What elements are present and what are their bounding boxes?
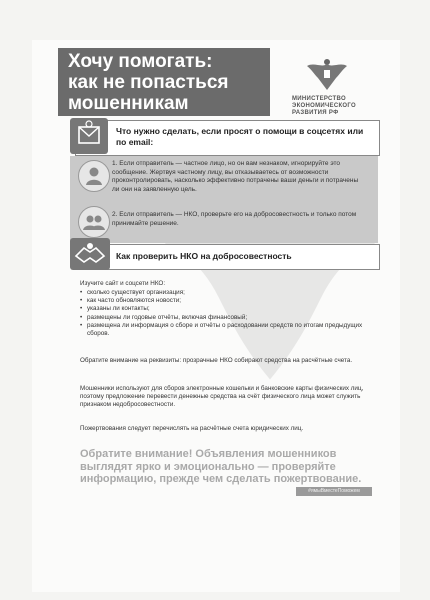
nko-intro: Изучите сайт и соцсети НКО: xyxy=(80,280,166,287)
person-icon xyxy=(78,160,110,192)
requisites-note: Обратите внимание на реквизиты: прозрачные НКО собирают средства на расчётные счета. xyxy=(80,357,353,364)
fraud-note: Мошенники используют для сборов электронные кошельки и банковские карты физических лиц, поэтому предложение перевести денежные средства на счёт физического лица может служить признаком недобросовестности. xyxy=(80,385,364,409)
advice-item-2: 2. Если отправитель — НКО, проверьте его на добросовестность и только потом принимайте решение. xyxy=(112,211,357,227)
donation-note: Пожертвования следует перечислять на расчётные счета юридических лиц. xyxy=(80,425,304,432)
title-line-3: мошенникам xyxy=(68,93,189,114)
list-item: • как часто обновляются новости; xyxy=(80,297,372,305)
hashtag-badge: #ямыВместеПоможем xyxy=(296,487,372,496)
list-item: • указаны ли контакты; xyxy=(80,305,372,313)
advice-item-1: 1. Если отправитель — частное лицо, но он вам незнаком, игнорируйте это сообщение. Жертвуя частному лицу, вы отказываетесь от возможности проконтролировать, насколько эффективно потрачены ваши деньги и потрачены ли они на заявленную цель. xyxy=(112,160,359,193)
ministry-label xyxy=(292,96,372,117)
nko-checklist xyxy=(80,289,372,338)
section-2-heading: Как проверить НКО на добросовестность xyxy=(116,251,292,261)
people-icon xyxy=(78,206,110,238)
page-title xyxy=(58,48,270,116)
ministry-line-3: РАЗВИТИЯ РФ xyxy=(292,110,339,116)
list-item: • размещены ли годовые отчёты, включая финансовый; xyxy=(80,314,372,322)
handshake-icon xyxy=(70,238,110,270)
title-line-2: как не попасться xyxy=(68,72,229,93)
title-line-1: Хочу помогать: xyxy=(68,51,213,72)
ministry-line-2: ЭКОНОМИЧЕСКОГО xyxy=(292,103,356,109)
warning-callout: Обратите внимание! Объявления мошенников выглядят ярко и эмоционально — проверяйте информацию, прежде чем сделать пожертвование. xyxy=(80,448,362,485)
eagle-emblem-icon xyxy=(304,52,350,92)
section-1-heading: Что нужно сделать, если просят о помощи в соцсетях или по email: xyxy=(116,126,364,147)
ministry-line-1: МИНИСТЕРСТВО xyxy=(292,96,346,102)
list-item: • размещена ли информация о сборе и отчёты о расходовании средств по итогам предыдущих сборов. xyxy=(80,322,372,338)
list-item: • сколько существует организация; xyxy=(80,289,372,297)
email-at-icon xyxy=(70,118,108,154)
